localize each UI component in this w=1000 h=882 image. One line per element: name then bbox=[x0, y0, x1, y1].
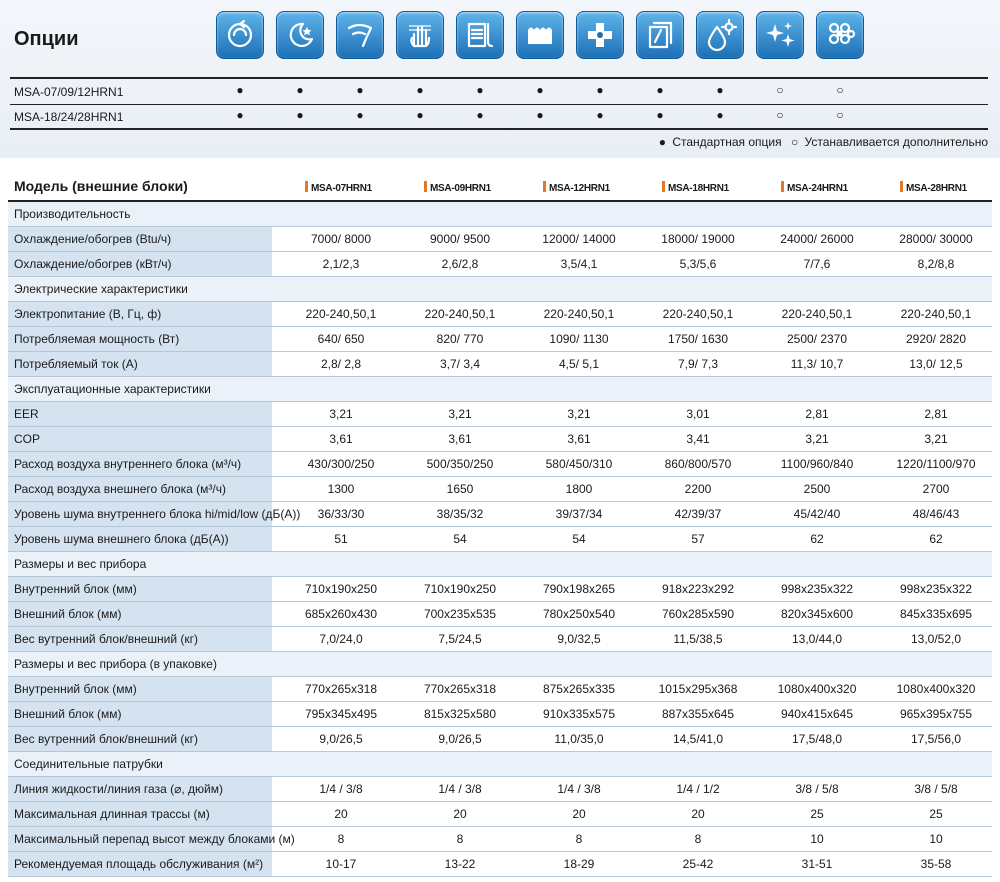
spec-label: Охлаждение/обогрев (Btu/ч) bbox=[8, 227, 272, 251]
spec-row bbox=[8, 502, 992, 527]
spec-value: 918х223х292 bbox=[661, 582, 735, 596]
spec-label: Рекомендуемая площадь обслуживания (м²) bbox=[8, 852, 272, 876]
spec-value: 3/8 / 5/8 bbox=[795, 782, 839, 796]
spec-value: 2920/ 2820 bbox=[905, 332, 967, 346]
health-cross-icon bbox=[576, 11, 624, 59]
spec-value: 3,01 bbox=[686, 407, 710, 421]
spec-value: 998х235х322 bbox=[899, 582, 973, 596]
spec-value: 13-22 bbox=[444, 857, 476, 871]
spec-label: Уровень шума внутреннего блока hi/mid/low (дБ(А)) bbox=[8, 502, 272, 526]
section-label: Производительность bbox=[14, 207, 131, 221]
spec-row bbox=[8, 627, 992, 652]
spec-value: 42/39/37 bbox=[674, 507, 722, 521]
spec-value: 8 bbox=[456, 832, 464, 846]
spec-value: 580/450/310 bbox=[545, 457, 613, 471]
spec-value: 220-240,50,1 bbox=[305, 307, 377, 321]
spec-value: 2,6/2,8 bbox=[441, 257, 479, 271]
option-mark: ● bbox=[716, 83, 724, 97]
spec-label: COP bbox=[8, 427, 272, 451]
spec-value: 4,5/ 5,1 bbox=[558, 357, 600, 371]
spec-value: 17,5/56,0 bbox=[910, 732, 962, 746]
legend-optional-symbol: ○ bbox=[790, 135, 799, 149]
section-header-row bbox=[8, 377, 992, 402]
option-mark: ● bbox=[236, 108, 244, 122]
spec-value: 700х235х535 bbox=[423, 607, 497, 621]
spec-value: 875х265х335 bbox=[542, 682, 616, 696]
spec-value: 10 bbox=[810, 832, 824, 846]
option-row-model: MSA-07/09/12HRN1 bbox=[14, 85, 124, 99]
spec-label: Потребляемая мощность (Вт) bbox=[8, 327, 272, 351]
spec-value: 9,0/32,5 bbox=[557, 632, 601, 646]
spec-label: Электропитание (В, Гц, ф) bbox=[8, 302, 272, 326]
spec-value: 760х285х590 bbox=[661, 607, 735, 621]
spec-label: Внутренний блок (мм) bbox=[8, 577, 272, 601]
spec-value: 910х335х575 bbox=[542, 707, 616, 721]
column-header: MSA-24HRN1 bbox=[781, 181, 848, 194]
spec-row bbox=[8, 677, 992, 702]
spec-value: 998х235х322 bbox=[780, 582, 854, 596]
legend-standard-label: Стандартная опция bbox=[672, 135, 782, 149]
spec-value: 780х250х540 bbox=[542, 607, 616, 621]
spec-value: 820х345х600 bbox=[780, 607, 854, 621]
spec-value: 31-51 bbox=[801, 857, 833, 871]
spec-label: Внешний блок (мм) bbox=[8, 602, 272, 626]
specs-title: Модель (внешние блоки) bbox=[14, 178, 188, 194]
divider bbox=[10, 77, 988, 79]
section-label: Соединительные патрубки bbox=[14, 757, 163, 771]
spec-label: Линия жидкости/линия газа (⌀, дюйм) bbox=[8, 777, 272, 801]
spec-row bbox=[8, 577, 992, 602]
option-mark: ○ bbox=[836, 108, 844, 122]
spec-value: 815х325х580 bbox=[423, 707, 497, 721]
option-row bbox=[10, 105, 988, 129]
spec-value: 1080х400х320 bbox=[777, 682, 857, 696]
spec-value: 20 bbox=[572, 807, 586, 821]
plasma-icon bbox=[816, 11, 864, 59]
spec-value: 1300 bbox=[327, 482, 355, 496]
spec-value: 1/4 / 3/8 bbox=[557, 782, 601, 796]
spec-value: 24000/ 26000 bbox=[780, 232, 854, 246]
section-header-row bbox=[8, 552, 992, 577]
section-label: Размеры и вес прибора bbox=[14, 557, 147, 571]
spec-value: 10 bbox=[929, 832, 943, 846]
option-mark: ● bbox=[716, 108, 724, 122]
spec-value: 2,81 bbox=[924, 407, 948, 421]
option-row-model: MSA-18/24/28HRN1 bbox=[14, 110, 124, 124]
column-header: MSA-28HRN1 bbox=[900, 181, 967, 194]
spec-value: 220-240,50,1 bbox=[424, 307, 496, 321]
spec-value: 2,81 bbox=[805, 407, 829, 421]
spec-row bbox=[8, 452, 992, 477]
spec-value: 17,5/48,0 bbox=[791, 732, 843, 746]
spec-value: 965х395х755 bbox=[899, 707, 973, 721]
section-label: Размеры и вес прибора (в упаковке) bbox=[14, 657, 217, 671]
option-mark: ● bbox=[356, 83, 364, 97]
spec-value: 887х355х645 bbox=[661, 707, 735, 721]
spec-value: 1/4 / 3/8 bbox=[438, 782, 482, 796]
spec-value: 3,21 bbox=[567, 407, 591, 421]
spec-value: 2500 bbox=[803, 482, 831, 496]
spec-value: 3,61 bbox=[329, 432, 353, 446]
spec-row bbox=[8, 302, 992, 327]
spec-value: 36/33/30 bbox=[317, 507, 365, 521]
spec-value: 18-29 bbox=[563, 857, 595, 871]
spec-row bbox=[8, 602, 992, 627]
spec-value: 5,3/5,6 bbox=[679, 257, 717, 271]
spec-value: 2700 bbox=[922, 482, 950, 496]
spec-value: 48/46/43 bbox=[912, 507, 960, 521]
column-header: MSA-12HRN1 bbox=[543, 181, 610, 194]
spec-value: 7/7,6 bbox=[803, 257, 831, 271]
spec-label: Внешний блок (мм) bbox=[8, 702, 272, 726]
options-title: Опции bbox=[14, 28, 79, 50]
specs-table bbox=[8, 173, 992, 877]
dehumidify-icon bbox=[696, 11, 744, 59]
section-header-row bbox=[8, 752, 992, 777]
specs-body bbox=[8, 202, 992, 877]
spec-value: 3,21 bbox=[448, 407, 472, 421]
section-label: Эксплуатационные характеристики bbox=[14, 382, 211, 396]
spec-row bbox=[8, 427, 992, 452]
spec-value: 685х260х430 bbox=[304, 607, 378, 621]
spec-value: 7,5/24,5 bbox=[438, 632, 482, 646]
spec-value: 10-17 bbox=[325, 857, 357, 871]
ionizer-icon bbox=[756, 11, 804, 59]
spec-value: 2500/ 2370 bbox=[786, 332, 848, 346]
option-mark: ● bbox=[416, 108, 424, 122]
spec-value: 790х198х265 bbox=[542, 582, 616, 596]
spec-value: 770х265х318 bbox=[304, 682, 378, 696]
spec-value: 3,7/ 3,4 bbox=[439, 357, 481, 371]
specs-header bbox=[8, 173, 992, 202]
spec-label: EER bbox=[8, 402, 272, 426]
spec-value: 710х190х250 bbox=[423, 582, 497, 596]
spec-value: 1/4 / 1/2 bbox=[676, 782, 720, 796]
spec-value: 8,2/8,8 bbox=[917, 257, 955, 271]
spec-value: 25 bbox=[929, 807, 943, 821]
spec-value: 38/35/32 bbox=[436, 507, 484, 521]
option-mark: ● bbox=[656, 83, 664, 97]
spec-value: 28000/ 30000 bbox=[899, 232, 973, 246]
spec-value: 3,61 bbox=[567, 432, 591, 446]
spec-value: 220-240,50,1 bbox=[543, 307, 615, 321]
spec-label: Максимальная длинная трассы (м) bbox=[8, 802, 272, 826]
legend-optional-label: Устанавливается дополнительно bbox=[804, 135, 988, 149]
spec-value: 8 bbox=[337, 832, 345, 846]
spec-value: 11,3/ 10,7 bbox=[790, 357, 844, 371]
spec-value: 860/800/570 bbox=[664, 457, 732, 471]
section-header-row bbox=[8, 652, 992, 677]
option-mark: ○ bbox=[776, 108, 784, 122]
spec-value: 9,0/26,5 bbox=[319, 732, 363, 746]
option-mark: ○ bbox=[836, 83, 844, 97]
spec-value: 820/ 770 bbox=[436, 332, 484, 346]
option-mark: ● bbox=[536, 83, 544, 97]
spec-value: 13,0/ 12,5 bbox=[909, 357, 963, 371]
spec-value: 2,8/ 2,8 bbox=[320, 357, 362, 371]
spec-value: 39/37/34 bbox=[555, 507, 603, 521]
spec-value: 710х190х250 bbox=[304, 582, 378, 596]
options-legend bbox=[653, 135, 988, 149]
auto-restart-icon bbox=[216, 11, 264, 59]
option-mark: ● bbox=[596, 108, 604, 122]
spec-row bbox=[8, 702, 992, 727]
option-mark: ● bbox=[356, 108, 364, 122]
option-mark: ● bbox=[476, 108, 484, 122]
spec-value: 220-240,50,1 bbox=[900, 307, 972, 321]
section-header-row bbox=[8, 277, 992, 302]
option-mark: ● bbox=[476, 83, 484, 97]
spec-label: Вес вутренний блок/внешний (кг) bbox=[8, 727, 272, 751]
spec-value: 1090/ 1130 bbox=[549, 332, 609, 346]
sleep-mode-icon bbox=[276, 11, 324, 59]
option-mark: ● bbox=[236, 83, 244, 97]
spec-value: 500/350/250 bbox=[426, 457, 494, 471]
spec-label: Уровень шума внешнего блока (дБ(А)) bbox=[8, 527, 272, 551]
spec-value: 18000/ 19000 bbox=[661, 232, 735, 246]
spec-row bbox=[8, 852, 992, 877]
spec-label: Вес вутренний блок/внешний (кг) bbox=[8, 627, 272, 651]
column-header: MSA-07HRN1 bbox=[305, 181, 372, 194]
spec-value: 51 bbox=[334, 532, 348, 546]
spec-value: 795х345х495 bbox=[304, 707, 378, 721]
spec-value: 20 bbox=[334, 807, 348, 821]
spec-label: Внутренний блок (мм) bbox=[8, 677, 272, 701]
spec-value: 1100/960/840 bbox=[780, 457, 854, 471]
air-filter-icon bbox=[516, 11, 564, 59]
spec-value: 9000/ 9500 bbox=[429, 232, 491, 246]
spec-value: 845х335х695 bbox=[899, 607, 973, 621]
spec-value: 62 bbox=[810, 532, 824, 546]
spec-value: 940х415х645 bbox=[780, 707, 854, 721]
spec-value: 1/4 / 3/8 bbox=[319, 782, 363, 796]
spec-row bbox=[8, 727, 992, 752]
option-row bbox=[10, 80, 988, 104]
spec-value: 1015х295х368 bbox=[658, 682, 738, 696]
spec-value: 1650 bbox=[446, 482, 474, 496]
spec-value: 54 bbox=[453, 532, 467, 546]
spec-value: 62 bbox=[929, 532, 943, 546]
option-mark: ● bbox=[416, 83, 424, 97]
spec-value: 11,0/35,0 bbox=[554, 732, 604, 746]
spec-value: 8 bbox=[694, 832, 702, 846]
spec-row bbox=[8, 777, 992, 802]
spec-value: 57 bbox=[691, 532, 705, 546]
spec-value: 3,21 bbox=[924, 432, 948, 446]
column-header: MSA-18HRN1 bbox=[662, 181, 729, 194]
spec-label: Расход воздуха внутреннего блока (м³/ч) bbox=[8, 452, 272, 476]
spec-value: 11,5/38,5 bbox=[673, 632, 723, 646]
option-mark: ● bbox=[296, 83, 304, 97]
spec-row bbox=[8, 802, 992, 827]
spec-label: Расход воздуха внешнего блока (м³/ч) bbox=[8, 477, 272, 501]
spec-value: 3,41 bbox=[686, 432, 710, 446]
option-mark: ● bbox=[296, 108, 304, 122]
spec-row bbox=[8, 327, 992, 352]
spec-value: 430/300/250 bbox=[307, 457, 375, 471]
spec-row bbox=[8, 252, 992, 277]
spec-value: 7,0/24,0 bbox=[319, 632, 363, 646]
option-mark: ● bbox=[536, 108, 544, 122]
column-header: MSA-09HRN1 bbox=[424, 181, 491, 194]
spec-row bbox=[8, 827, 992, 852]
option-mark: ● bbox=[656, 108, 664, 122]
spec-value: 7,9/ 7,3 bbox=[677, 357, 719, 371]
spec-value: 1800 bbox=[565, 482, 593, 496]
spec-value: 7000/ 8000 bbox=[310, 232, 372, 246]
section-label: Электрические характеристики bbox=[14, 282, 188, 296]
spec-value: 12000/ 14000 bbox=[542, 232, 616, 246]
swing-icon bbox=[336, 11, 384, 59]
spec-value: 13,0/52,0 bbox=[910, 632, 962, 646]
spec-value: 220-240,50,1 bbox=[781, 307, 853, 321]
option-mark: ● bbox=[596, 83, 604, 97]
spec-value: 54 bbox=[572, 532, 586, 546]
spec-value: 14,5/41,0 bbox=[672, 732, 724, 746]
section-header-row bbox=[8, 202, 992, 227]
spec-value: 20 bbox=[453, 807, 467, 821]
spec-row bbox=[8, 227, 992, 252]
spec-value: 9,0/26,5 bbox=[438, 732, 482, 746]
spec-value: 3,21 bbox=[805, 432, 829, 446]
spec-value: 1080х400х320 bbox=[896, 682, 976, 696]
spec-value: 8 bbox=[575, 832, 583, 846]
spec-row bbox=[8, 477, 992, 502]
spec-value: 20 bbox=[691, 807, 705, 821]
spec-value: 770х265х318 bbox=[423, 682, 497, 696]
timer-icon bbox=[456, 11, 504, 59]
spec-label: Максимальный перепад высот между блоками (м) bbox=[8, 827, 272, 851]
spec-value: 2,1/2,3 bbox=[322, 257, 360, 271]
spec-row bbox=[8, 402, 992, 427]
spec-value: 25 bbox=[810, 807, 824, 821]
spec-value: 3,21 bbox=[329, 407, 353, 421]
spec-row bbox=[8, 527, 992, 552]
spec-value: 640/ 650 bbox=[317, 332, 365, 346]
comfort-hand-icon bbox=[396, 11, 444, 59]
spec-label: Потребляемый ток (А) bbox=[8, 352, 272, 376]
spec-value: 35-58 bbox=[920, 857, 952, 871]
spec-label: Охлаждение/обогрев (кВт/ч) bbox=[8, 252, 272, 276]
spec-value: 13,0/44,0 bbox=[791, 632, 843, 646]
spec-value: 1750/ 1630 bbox=[667, 332, 729, 346]
spec-value: 25-42 bbox=[682, 857, 714, 871]
spec-value: 3/8 / 5/8 bbox=[914, 782, 958, 796]
legend-standard-symbol: ● bbox=[658, 135, 666, 149]
option-mark: ○ bbox=[776, 83, 784, 97]
spec-value: 1220/1100/970 bbox=[896, 457, 976, 471]
spec-value: 220-240,50,1 bbox=[662, 307, 734, 321]
divider bbox=[10, 128, 988, 130]
spec-value: 3,5/4,1 bbox=[560, 257, 598, 271]
spec-value: 45/42/40 bbox=[793, 507, 841, 521]
spec-row bbox=[8, 352, 992, 377]
spec-value: 2200 bbox=[684, 482, 712, 496]
options-panel bbox=[0, 0, 1000, 158]
spec-value: 3,61 bbox=[448, 432, 472, 446]
antibacterial-filter-icon bbox=[636, 11, 684, 59]
